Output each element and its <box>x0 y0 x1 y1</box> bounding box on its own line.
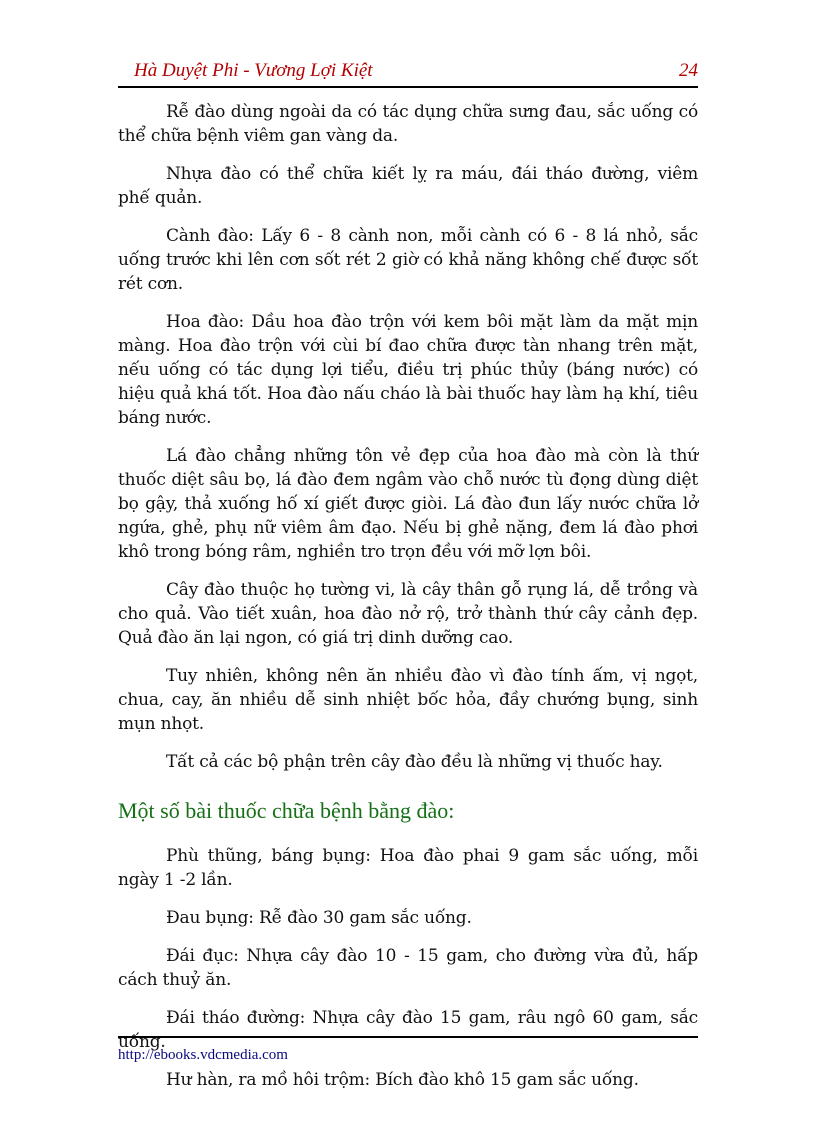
paragraph: Nhựa đào có thể chữa kiết lỵ ra máu, đái tháo đường, viêm phế quản. <box>118 164 698 208</box>
paragraph: Tuy nhiên, không nên ăn nhiều đào vì đào tính ấm, vị ngọt, chua, cay, ăn nhiều dễ sinh nhiệt bốc hỏa, đầy chướng bụng, sinh mụn nhọt. <box>118 666 698 734</box>
paragraph: Cành đào: Lấy 6 - 8 cành non, mỗi cành có 6 - 8 lá nhỏ, sắc uống trước khi lên cơn sốt rét 2 giờ có khả năng không chế được sốt rét cơn. <box>118 226 698 294</box>
page-body <box>118 100 698 1106</box>
remedy-item: Hư hàn, ra mồ hôi trộm: Bích đào khô 15 gam sắc uống. <box>166 1070 639 1090</box>
document-page <box>118 56 698 1090</box>
section-heading: Một số bài thuốc chữa bệnh bằng đào: <box>118 798 455 823</box>
header-title: Hà Duyệt Phi - Vương Lợi Kiệt <box>134 60 373 81</box>
paragraph: Cây đào thuộc họ tường vi, là cây thân gỗ rụng lá, dễ trồng và cho quả. Vào tiết xuân, hoa đào nở rộ, trở thành thứ cây cảnh đẹp. Quả đào ăn lại ngon, có giá trị dinh dưỡng cao. <box>118 580 698 648</box>
remedy-item: Phù thũng, báng bụng: Hoa đào phai 9 gam sắc uống, mỗi ngày 1 -2 lần. <box>118 846 698 890</box>
page-number: 24 <box>679 60 698 81</box>
remedy-item: Đau bụng: Rễ đào 30 gam sắc uống. <box>166 908 472 928</box>
remedy-item: Đái tháo đường: Nhựa cây đào 15 gam, râu ngô 60 gam, sắc uống. <box>118 1008 698 1052</box>
footer-url[interactable]: http://ebooks.vdcmedia.com <box>118 1047 288 1063</box>
paragraph: Rễ đào dùng ngoài da có tác dụng chữa sưng đau, sắc uống có thể chữa bệnh viêm gan vàng da. <box>118 102 698 146</box>
page-header <box>118 56 698 88</box>
paragraph: Lá đào chẳng những tôn vẻ đẹp của hoa đào mà còn là thứ thuốc diệt sâu bọ, lá đào đem ngâm vào chỗ nước tù đọng dùng diệt bọ gậy, thả xuống hố xí giết được giòi. Lá đào đun lấy nước chữa lở ngứa, ghẻ, phụ nữ viêm âm đạo. Nếu bị ghẻ nặng, đem lá đào phơi khô trong bóng râm, nghiền tro trọn đều với mỡ lợn bôi. <box>118 446 698 562</box>
page-footer <box>118 1036 698 1064</box>
remedy-item: Đái đục: Nhựa cây đào 10 - 15 gam, cho đường vừa đủ, hấp cách thuỷ ăn. <box>118 946 698 990</box>
paragraph: Tất cả các bộ phận trên cây đào đều là những vị thuốc hay. <box>166 752 663 772</box>
paragraph: Hoa đào: Dầu hoa đào trộn với kem bôi mặt làm da mặt mịn màng. Hoa đào trộn với cùi bí đao chữa được tàn nhang trên mặt, nếu uống có tác dụng lợi tiểu, điều trị phúc thủy (báng nước) có hiệu quả khá tốt. Hoa đào nấu cháo là bài thuốc hay làm hạ khí, tiêu báng nước. <box>118 312 698 428</box>
